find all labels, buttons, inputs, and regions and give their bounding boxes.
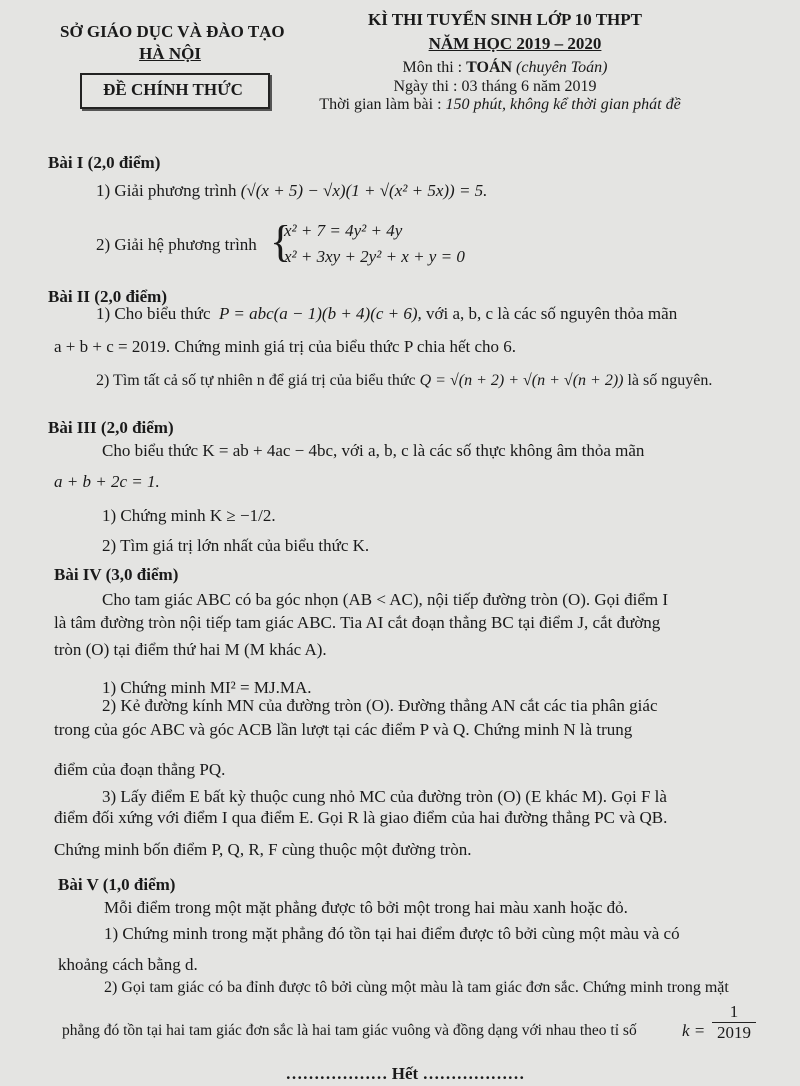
ratio-fraction	[712, 1002, 756, 1043]
city: HÀ NỘI	[139, 44, 201, 63]
q-text: với a, b, c là các số nguyên thỏa mãn	[426, 304, 678, 323]
bai2-q2	[96, 371, 712, 391]
math: (√(x + 5) − √x)(1 + √(x² + 5x)) = 5.	[240, 181, 488, 200]
bai3-q2: 2) Tìm giá trị lớn nhất của biểu thức K.	[102, 536, 370, 555]
q-text: 1) Cho biểu thức	[96, 304, 211, 323]
bai5-q2b: phẳng đó tồn tại hai tam giác đơn sắc là hai tam giác vuông và đồng dạng với nhau theo tỉ số	[62, 1022, 637, 1039]
system-eq1: x² + 7 = 4y² + 4y	[284, 221, 403, 240]
official-label: ĐỀ CHÍNH THỨC	[103, 80, 243, 99]
exam-date: Ngày thi : 03 tháng 6 năm 2019	[393, 78, 597, 95]
q-text: là số nguyên.	[627, 372, 713, 389]
bai5-intro: Mỗi điểm trong một mặt phẳng được tô bởi một trong hai màu xanh hoặc đỏ.	[104, 898, 628, 917]
ratio-denominator: 2019	[717, 1023, 751, 1042]
bai4-title: Bài IV (3,0 điểm)	[54, 565, 179, 584]
bai5-q1a: 1) Chứng minh trong mặt phẳng đó tồn tại hai điểm được tô bởi cùng một màu và có	[104, 924, 680, 943]
bai3-q1: 1) Chứng minh K ≥ −1/2.	[102, 506, 276, 525]
time-value: 150 phút, không kể thời gian phát đề	[445, 96, 681, 113]
bai4-l3: tròn (O) tại điểm thứ hai M (M khác A).	[54, 640, 327, 659]
bai3-title: Bài III (2,0 điểm)	[48, 418, 174, 437]
bai5-q2a: 2) Gọi tam giác có ba đỉnh được tô bởi cùng một màu là tam giác đơn sắc. Chứng minh trong mặt	[104, 979, 729, 996]
subject-label: Môn thi :	[402, 59, 467, 76]
q-text: 1) Giải phương trình	[96, 181, 237, 200]
bai5-title: Bài V (1,0 điểm)	[58, 875, 176, 894]
time-label: Thời gian làm bài :	[319, 96, 446, 113]
bai4-q2c: điểm của đoạn thẳng PQ.	[54, 760, 226, 779]
bai2-title: Bài II (2,0 điểm)	[48, 287, 167, 306]
bai1-q1	[96, 181, 487, 201]
bai4-q1: 1) Chứng minh MI² = MJ.MA.	[102, 678, 312, 697]
bai4-q2b: trong của góc ABC và góc ACB lần lượt tại các điểm P và Q. Chứng minh N là trung	[54, 720, 633, 739]
subject-line	[403, 58, 608, 78]
bai4-q3a: 3) Lấy điểm E bất kỳ thuộc cung nhỏ MC của đường tròn (O) (E khác M). Gọi F là	[102, 787, 667, 806]
math: Q = √(n + 2) + √(n + √(n + 2))	[419, 372, 624, 389]
time-line	[319, 95, 680, 115]
bai1-title: Bài I (2,0 điểm)	[48, 153, 161, 172]
subject-note: (chuyên Toán)	[512, 59, 608, 76]
q-text: 2) Tìm tất cả số tự nhiên n để giá trị của biểu thức	[96, 372, 416, 389]
bai4-q3b: điểm đối xứng với điểm I qua điểm E. Gọi R là giao điểm của hai đường thẳng PC và QB.	[54, 808, 668, 827]
ratio-k: k =	[682, 1021, 706, 1040]
end-marker: ……………… Hết ………………	[285, 1064, 525, 1083]
department: SỞ GIÁO DỤC VÀ ĐÀO TẠO	[60, 22, 285, 41]
system-eq2: x² + 3xy + 2y² + x + y = 0	[284, 247, 465, 266]
school-year: NĂM HỌC 2019 – 2020	[428, 34, 602, 53]
bai4-l2: là tâm đường tròn nội tiếp tam giác ABC. Tia AI cắt đoạn thẳng BC tại điểm J, cắt đường	[54, 613, 661, 632]
bai4-q3c: Chứng minh bốn điểm P, Q, R, F cùng thuộc một đường tròn.	[54, 840, 472, 859]
bai4-l1: Cho tam giác ABC có ba góc nhọn (AB < AC), nội tiếp đường tròn (O). Gọi điểm I	[102, 590, 669, 609]
bai4-q2a: 2) Kẻ đường kính MN của đường tròn (O). Đường thẳng AN cắt các tia phân giác	[102, 696, 658, 715]
bai5-q1b: khoảng cách bằng d.	[58, 955, 198, 974]
math: P = abc(a − 1)(b + 4)(c + 6),	[219, 304, 422, 323]
brace: {	[270, 217, 292, 266]
bai2-q1-cont: a + b + c = 2019. Chứng minh giá trị của biểu thức P chia hết cho 6.	[54, 337, 517, 356]
bai3-intro-cont: a + b + 2c = 1.	[54, 472, 160, 491]
exam-title: KÌ THI TUYỂN SINH LỚP 10 THPT	[368, 10, 642, 29]
bai1-q2: 2) Giải hệ phương trình	[96, 235, 257, 254]
ratio-numerator: 1	[712, 1002, 756, 1023]
bai2-q1	[96, 304, 677, 324]
subject: TOÁN	[466, 59, 513, 76]
bai3-intro: Cho biểu thức K = ab + 4ac − 4bc, với a, b, c là các số thực không âm thỏa mãn	[102, 441, 645, 460]
